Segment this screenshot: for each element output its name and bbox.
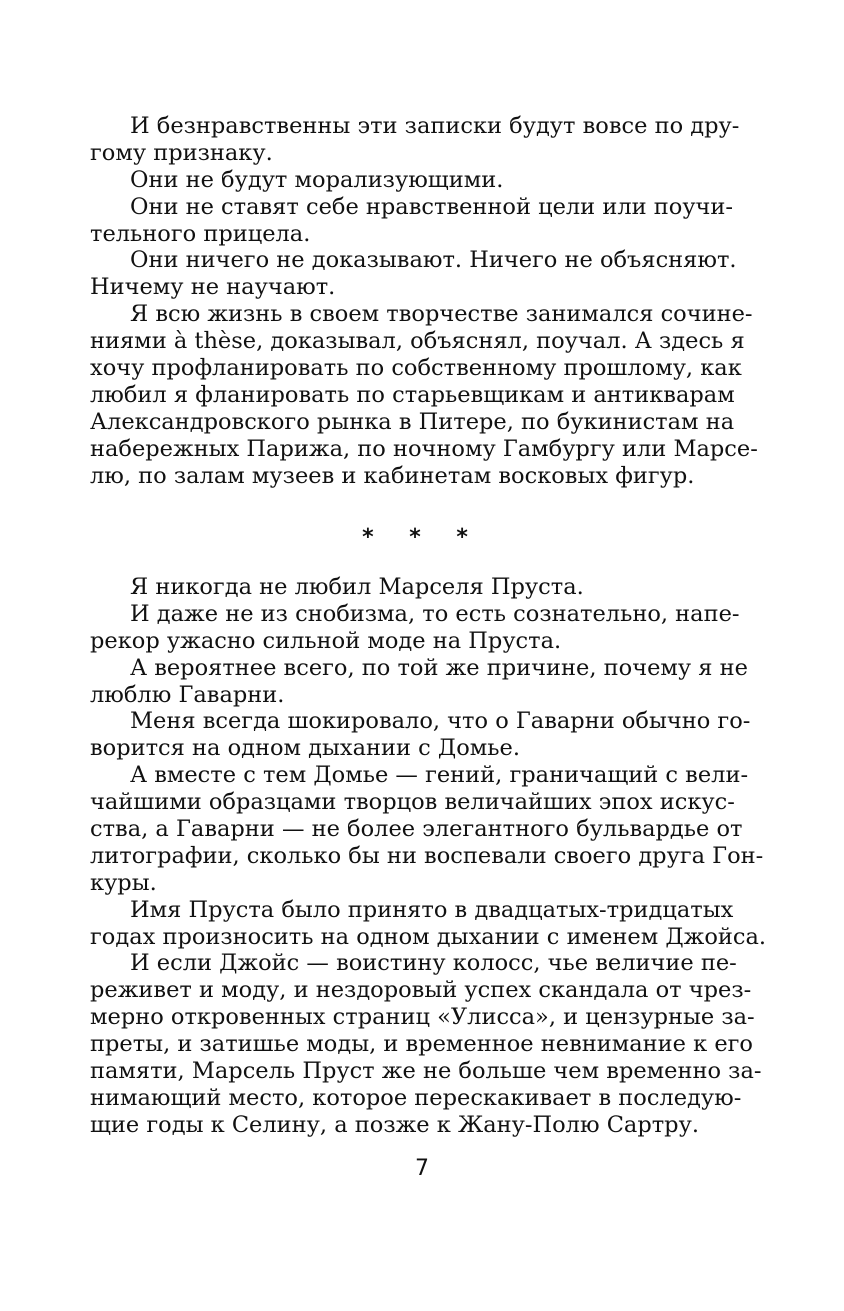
text-line: люблю Гаварни. [90,681,285,708]
text-line: нимающий место, которое перескакивает в последую- [90,1084,742,1111]
text-line: Меня всегда шокировало, что о Гаварни обычно го- [130,708,751,735]
paragraph [90,950,762,1138]
text-line: Я всю жизнь в своем творчестве занимался сочине- [130,301,753,328]
text-line: памяти, Марсель Пруст же не больше чем временно за- [90,1058,762,1085]
text-line: хочу профланировать по собственному прошлому, как [90,355,742,382]
text-line: Ничему не научают. [90,274,336,301]
text-line: Александровского рынка в Питере, по букинистам на [90,408,735,435]
paragraph [90,574,703,601]
text-section-1 [90,113,758,489]
text-line: мерно откровенных страниц «Улисса», и цензурные за- [90,1004,755,1031]
paragraph [90,762,764,896]
text-line: Они ничего не доказывают. Ничего не объясняют. [130,247,737,274]
paragraph [90,708,751,762]
paragraph [90,247,737,301]
text-line: любил я фланировать по старьевщикам и антикварам [90,381,735,408]
text-line: ства, а Гаварни — не более элегантного бульвардье от [90,816,743,843]
text-line: годах произносить на одном дыхании с именем Джойса. [90,923,767,950]
text-line: гому признаку. [90,139,273,166]
text-line: И безнравственны эти записки будут вовсе по дру- [130,113,740,139]
text-line: тельного прицела. [90,220,311,247]
paragraph [90,167,703,194]
section-separator: * * * [362,525,482,550]
page-number: 7 [415,1156,429,1181]
paragraph [90,896,767,951]
text-section-2 [90,574,767,1139]
text-line: ворится на одном дыхании с Домье. [90,735,520,762]
text-line: Имя Пруста было принято в двадцатых-тридцатых [130,896,734,923]
text-line: А вероятнее всего, по той же причине, почему я не [130,654,748,681]
text-line: Они не ставят себе нравственной цели или поучи- [130,193,734,220]
text-line: И даже не из снобизма, то есть сознательно, напе- [130,600,740,627]
text-line: набережных Парижа, по ночному Гамбургу или Марсе- [90,435,758,462]
text-line: чайшими образцами творцов величайших эпох искус- [90,789,735,816]
paragraph [90,301,758,489]
text-line: ниями à thèse, доказывал, объяснял, поучал. А здесь я [90,328,745,355]
text-line: щие годы к Селину, а позже к Жану-Полю Сартру. [90,1111,699,1138]
paragraph [90,654,748,709]
text-line: реживет и моду, и нездоровый успех скандала от чрез- [90,977,752,1004]
text-line: И если Джойс — воистину колосс, чье величие пе- [130,950,737,977]
text-line: преты, и затишье моды, и временное невнимание к его [90,1031,753,1058]
text-line: Я никогда не любил Марселя Пруста. [130,574,584,600]
paragraph [90,113,740,167]
text-line: Они не будут морализующими. [130,166,504,193]
text-line: литографии, сколько бы ни воспевали своего друга Гон- [90,842,764,869]
text-line: куры. [90,869,157,896]
text-line: лю, по залам музеев и кабинетам восковых фигур. [90,462,695,489]
paragraph [90,600,740,655]
text-line: А вместе с тем Домье — гений, граничащий с вели- [130,762,749,789]
paragraph [90,193,734,248]
text-line: рекор ужасно сильной моде на Пруста. [90,627,562,654]
